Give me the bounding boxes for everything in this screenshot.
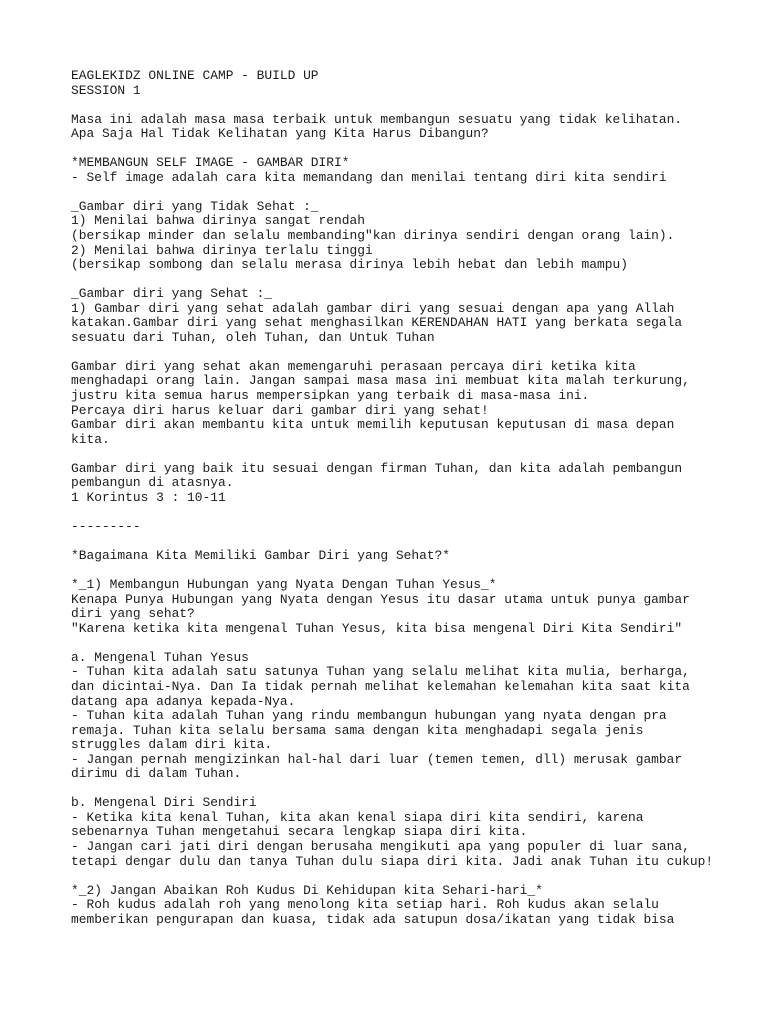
text-line: 1 Korintus 3 : 10-11: [71, 489, 226, 505]
text-line: [71, 564, 761, 579]
text-line: 1) Menilai bahwa dirinya sangat rendah: [71, 213, 365, 229]
text-line: - Tuhan kita adalah Tuhan yang rindu membangun hubungan yang nyata dengan pra: [71, 708, 667, 724]
text-line: [71, 505, 761, 520]
text-line: kita.: [71, 431, 110, 447]
text-line: dirimu di dalam Tuhan.: [71, 766, 242, 782]
text-line: *Bagaimana Kita Memiliki Gambar Diri yang Sehat?*: [71, 548, 451, 564]
text-line: - Tuhan kita adalah satu satunya Tuhan yang selalu melihat kita mulia, berharga,: [71, 664, 690, 680]
text-line: [71, 636, 761, 651]
document-body: [71, 69, 761, 927]
text-line: [71, 782, 761, 797]
text-line: (bersikap minder dan selalu membanding"kan dirinya sendiri dengan orang lain).: [71, 228, 675, 244]
text-line: [71, 869, 761, 884]
text-line: *MEMBANGUN SELF IMAGE - GAMBAR DIRI*: [71, 155, 350, 171]
text-line: *_2) Jangan Abaikan Roh Kudus Di Kehidupan kita Sehari-hari_*: [71, 882, 543, 898]
text-line: _Gambar diri yang Sehat :_: [71, 286, 273, 302]
text-line: [71, 98, 761, 113]
text-line: SESSION 1: [71, 82, 141, 98]
text-line: "Karena ketika kita mengenal Tuhan Yesus, kita bisa mengenal Diri Kita Sendiri": [71, 620, 683, 636]
text-line: Apa Saja Hal Tidak Kelihatan yang Kita Harus Dibangun?: [71, 126, 489, 142]
text-line: *_1) Membangun Hubungan yang Nyata Dengan Tuhan Yesus_*: [71, 577, 497, 593]
text-line: - Roh kudus adalah roh yang menolong kita setiap hari. Roh kudus akan selalu: [71, 897, 659, 913]
text-line: a. Mengenal Tuhan Yesus: [71, 649, 249, 665]
text-line: menghadapi orang lain. Jangan sampai masa masa ini membuat kita malah terkurung,: [71, 373, 690, 389]
text-line: [71, 535, 761, 550]
text-line: [71, 185, 761, 200]
text-line: - Jangan cari jati diri dengan berusaha mengikuti apa yang populer di luar sana,: [71, 838, 690, 854]
text-line: katakan.Gambar diri yang sehat menghasilkan KERENDAHAN HATI yang berkata segala: [71, 315, 683, 331]
text-line: EAGLEKIDZ ONLINE CAMP - BUILD UP: [71, 68, 319, 83]
text-line: diri yang sehat?: [71, 606, 195, 622]
text-line: ---------: [71, 518, 141, 534]
text-line: - Ketika kita kenal Tuhan, kita akan kenal siapa diri kita sendiri, karena: [71, 809, 644, 825]
text-line: 1) Gambar diri yang sehat adalah gambar diri yang sesuai dengan apa yang Allah: [71, 300, 675, 316]
text-line: [71, 447, 761, 462]
text-line: Gambar diri akan membantu kita untuk memilih keputusan keputusan di masa depan: [71, 417, 675, 433]
text-line: Kenapa Punya Hubungan yang Nyata dengan Yesus itu dasar utama untuk punya gambar: [71, 591, 690, 607]
text-line: _Gambar diri yang Tidak Sehat :_: [71, 198, 319, 214]
text-line: [71, 345, 761, 360]
text-line: struggles dalam diri kita.: [71, 737, 273, 753]
text-line: - Self image adalah cara kita memandang dan menilai tentang diri kita sendiri: [71, 169, 667, 185]
text-line: Masa ini adalah masa masa terbaik untuk membangun sesuatu yang tidak kelihatan.: [71, 111, 683, 127]
text-line: sebenarnya Tuhan mengetahui secara lengkap siapa diri kita.: [71, 824, 528, 840]
text-line: - Jangan pernah mengizinkan hal-hal dari luar (temen temen, dll) merusak gambar: [71, 751, 683, 767]
text-line: b. Mengenal Diri Sendiri: [71, 795, 257, 811]
text-line: Gambar diri yang sehat akan memengaruhi perasaan percaya diri ketika kita: [71, 358, 636, 374]
text-line: [71, 142, 761, 157]
text-line: pembangun di atasnya.: [71, 475, 234, 491]
text-line: [71, 273, 761, 288]
text-line: dan dicintai-Nya. Dan Ia tidak pernah melihat kelemahan kelemahan kita saat kita: [71, 678, 690, 694]
text-line: memberikan pengurapan dan kuasa, tidak ada satupun dosa/ikatan yang tidak bisa: [71, 911, 675, 927]
text-line: remaja. Tuhan kita selalu bersama sama dengan kita menghadapi segala jenis: [71, 722, 644, 738]
text-line: (bersikap sombong dan selalu merasa dirinya lebih hebat dan lebih mampu): [71, 257, 628, 273]
text-line: Gambar diri yang baik itu sesuai dengan firman Tuhan, dan kita adalah pembangun: [71, 460, 683, 476]
text-line: 2) Menilai bahwa dirinya terlalu tinggi: [71, 242, 373, 258]
text-line: Percaya diri harus keluar dari gambar diri yang sehat!: [71, 402, 489, 418]
text-line: justru kita semua harus mempersipkan yang terbaik di masa-masa ini.: [71, 388, 590, 404]
text-line: datang apa adanya kepada-Nya.: [71, 693, 296, 709]
text-line: sesuatu dari Tuhan, oleh Tuhan, dan Untuk Tuhan: [71, 329, 435, 345]
text-line: tetapi dengar dulu dan tanya Tuhan dulu siapa diri kita. Jadi anak Tuhan itu cukup!: [71, 853, 714, 869]
